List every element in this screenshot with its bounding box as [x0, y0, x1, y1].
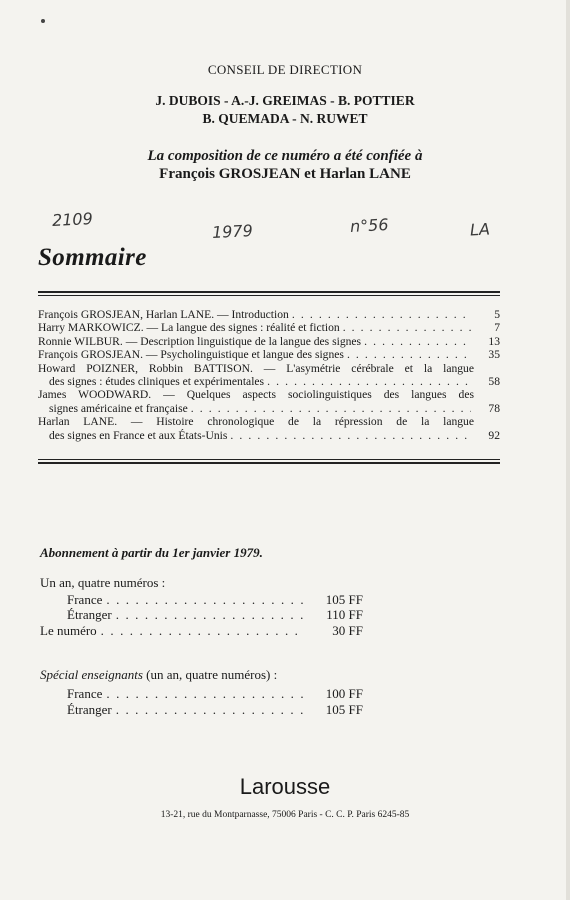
- page-edge: [566, 0, 570, 900]
- toc-entry-line-1[interactable]: [38, 388, 500, 401]
- price-row-numero: [40, 623, 363, 639]
- sommaire-title: Sommaire: [38, 244, 147, 271]
- price-value: 30 FF: [332, 623, 363, 638]
- toc-entry-line-1[interactable]: [38, 415, 500, 428]
- price-label: Étranger: [67, 607, 112, 622]
- toc-page-number: 92: [488, 428, 500, 442]
- ink-speck: [41, 19, 45, 23]
- toc-entry[interactable]: [38, 348, 500, 361]
- handwritten-note-4: LA: [469, 219, 491, 240]
- board-heading: CONSEIL DE DIRECTION: [207, 62, 363, 77]
- table-of-contents: [38, 308, 500, 442]
- board-members-line-1: J. DUBOIS - A.-J. GREIMAS - B. POTTIER: [155, 93, 415, 108]
- toc-entry[interactable]: [38, 308, 500, 321]
- toc-entry-text: François GROSJEAN, Harlan LANE. — Introduction: [38, 308, 289, 321]
- toc-entry-text: des signes en France et aux États-Unis: [49, 428, 228, 442]
- price-row-special-etranger: [67, 702, 363, 718]
- price-label: France: [67, 686, 103, 701]
- handwritten-note-1: 2109: [51, 208, 94, 231]
- toc-page-number: 13: [488, 334, 500, 348]
- subscription-heading-text: Abonnement à partir du 1er janvier 1979.: [40, 545, 263, 560]
- toc-page-number: 7: [494, 321, 500, 335]
- special-teachers-heading: [40, 667, 277, 683]
- publisher-name: Larousse: [239, 774, 331, 799]
- price-value: 100 FF: [325, 686, 363, 701]
- handwritten-note-3: n°56: [349, 215, 389, 236]
- leader-dots: [106, 686, 305, 702]
- composition-note: La composition de ce numéro a été confiée à: [147, 148, 423, 164]
- price-value: 105 FF: [325, 592, 363, 607]
- price-row-etranger: [67, 607, 363, 623]
- toc-entry-text: Harlan LANE. — Histoire chronologique de la répression de la langue: [38, 415, 474, 429]
- toc-entry-line-2[interactable]: [38, 375, 500, 388]
- toc-page-number: 78: [488, 401, 500, 415]
- subscription-heading: [40, 545, 263, 561]
- toc-entry-line-2[interactable]: [38, 429, 500, 442]
- toc-entry-text: Harry MARKOWICZ. — La langue des signes : réalité et fiction: [38, 321, 340, 335]
- toc-entry-text: signes américaine et française: [49, 401, 188, 415]
- subscription-year-label: Un an, quatre numéros :: [40, 575, 166, 590]
- special-teachers-italic: Spécial enseignants: [40, 667, 143, 682]
- leader-dots: [116, 702, 305, 718]
- toc-bottom-rule-thin: [38, 459, 500, 460]
- toc-entry-text: James WOODWARD. — Quelques aspects sociolinguistiques des langues des: [38, 388, 474, 402]
- composition-editors: François GROSJEAN et Harlan LANE: [159, 166, 411, 182]
- toc-entry-text: des signes : études cliniques et expérimentales: [49, 374, 265, 388]
- toc-leader-dots: [267, 375, 471, 388]
- toc-entry-line-2[interactable]: [38, 402, 500, 415]
- price-value: 105 FF: [325, 702, 363, 717]
- toc-entry-text: Ronnie WILBUR. — Description linguistique de la langue des signes: [38, 334, 362, 348]
- toc-entry[interactable]: [38, 321, 500, 334]
- toc-leader-dots: [347, 348, 471, 361]
- toc-top-rule: [38, 291, 500, 293]
- toc-page-number: 35: [488, 348, 500, 362]
- toc-leader-dots: [343, 321, 471, 334]
- special-teachers-rest: (un an, quatre numéros) :: [142, 667, 278, 682]
- toc-entry[interactable]: [38, 335, 500, 348]
- leader-dots: [106, 592, 305, 608]
- price-label: Étranger: [67, 702, 112, 717]
- toc-leader-dots: [191, 402, 471, 415]
- toc-leader-dots: [230, 429, 471, 442]
- price-label: Le numéro: [40, 623, 97, 638]
- toc-page-number: 5: [494, 308, 500, 321]
- publisher-address: 13-21, rue du Montparnasse, 75006 Paris - C. C. P. Paris 6245-85: [160, 810, 410, 820]
- price-value: 110 FF: [326, 607, 363, 622]
- toc-leader-dots: [292, 308, 471, 321]
- toc-bottom-rule: [38, 462, 500, 464]
- board-members-line-2: B. QUEMADA - N. RUWET: [202, 111, 368, 126]
- toc-top-rule-thin: [38, 295, 500, 296]
- toc-page-number: 58: [488, 374, 500, 388]
- toc-leader-dots: [364, 335, 471, 348]
- price-row-special-france: [67, 686, 363, 702]
- price-row-france: [67, 592, 363, 608]
- toc-entry-line-1[interactable]: [38, 362, 500, 375]
- handwritten-note-2: 1979: [211, 220, 254, 243]
- toc-entry-text: François GROSJEAN. — Psycholinguistique et langue des signes: [38, 348, 344, 362]
- leader-dots: [116, 607, 305, 623]
- toc-entry-text: Howard POIZNER, Robbin BATTISON. — L'asymétrie cérébrale et la langue: [38, 361, 474, 375]
- price-label: France: [67, 592, 103, 607]
- leader-dots: [101, 623, 305, 639]
